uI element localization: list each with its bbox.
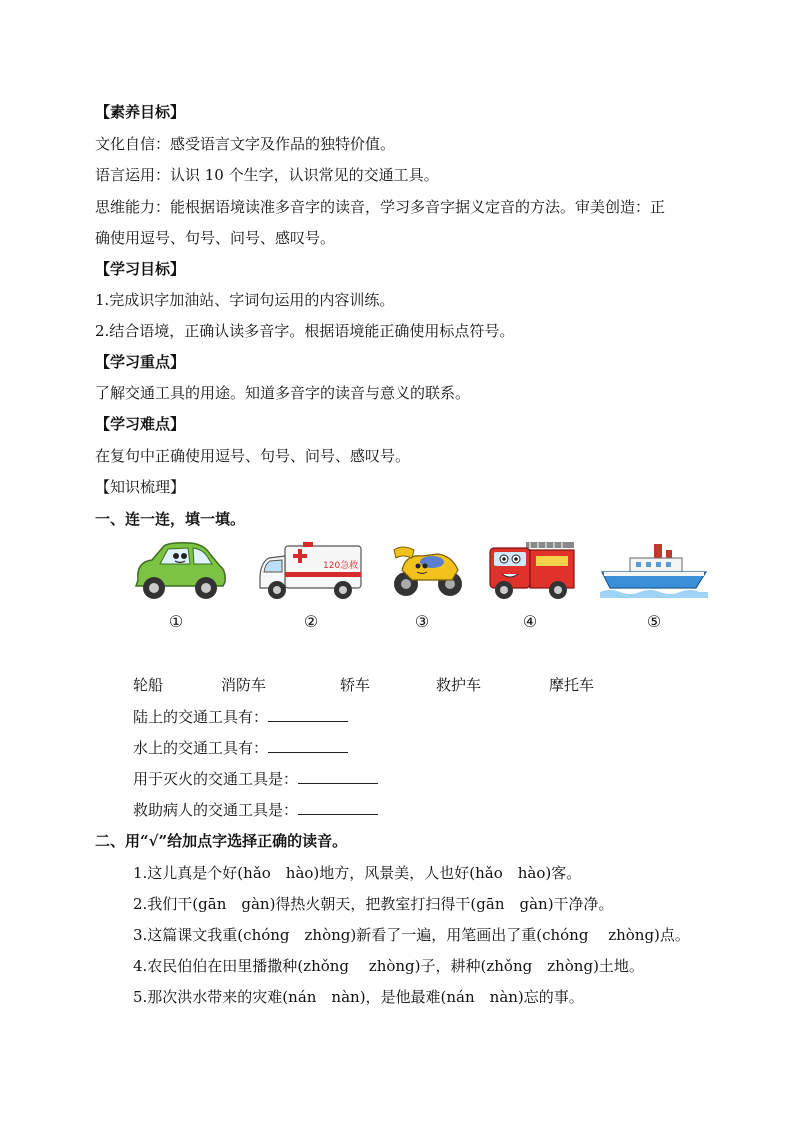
- exercise2-item: 2.我们干(gān gàn)得热火朝天，把教室打扫得干(gān gàn)干净净。: [133, 895, 614, 913]
- answer-blank[interactable]: [298, 800, 378, 815]
- literacy-goal-line: 语言运用：认识 10 个生字，认识常见的交通工具。: [95, 166, 439, 184]
- answer-blank[interactable]: [268, 738, 348, 753]
- vehicle-word: 消防车: [221, 676, 267, 694]
- ship-icon: [600, 540, 708, 600]
- fill-item-label: 救助病人的交通工具是：: [133, 801, 299, 819]
- learning-goal-line: 2.结合语境，正确认读多音字。根据语境能正确使用标点符号。: [95, 322, 515, 340]
- exercise2-item: 5.那次洪水带来的灾难(nán nàn)，是他最难(nán nàn)忘的事。: [133, 988, 584, 1006]
- vehicle-number: ②: [303, 612, 319, 631]
- ambulance-icon: [255, 542, 365, 602]
- vehicle-number: ⑤: [646, 612, 662, 631]
- fill-item: [133, 769, 378, 789]
- ambulance-label: 120急救: [323, 561, 359, 571]
- answer-blank[interactable]: [298, 769, 378, 784]
- vehicle-word-list: [0, 675, 794, 695]
- vehicle-number: ①: [168, 612, 184, 631]
- literacy-goal-line: 思维能力：能根据语境读准多音字的读音，学习多音字据义定音的方法。审美创造：正: [95, 198, 666, 216]
- learning-goal-line: 1.完成识字加油站、字词句运用的内容训练。: [95, 291, 395, 309]
- knowledge-heading: 【知识梳理】: [95, 478, 186, 496]
- motorcycle-icon: [392, 540, 464, 602]
- exercise2-item: 1.这儿真是个好(hǎo hào)地方，风景美，人也好(hǎo hào)客。: [133, 864, 582, 882]
- fill-item-label: 水上的交通工具有：: [133, 739, 269, 757]
- answer-blank[interactable]: [268, 707, 348, 722]
- exercise2-item: 4.农民伯伯在田里播撒种(zhǒng zhòng)子，耕种(zhǒng zhòng)土地。: [133, 957, 644, 975]
- exercise2-title: 二、用“√”给加点字选择正确的读音。: [95, 832, 348, 850]
- difficulty-line: 在复句中正确使用逗号、句号、问号、感叹号。: [95, 447, 411, 465]
- learning-goals-heading: 【学习目标】: [95, 260, 186, 278]
- literacy-goal-line: 文化自信：感受语言文字及作品的独特价值。: [95, 135, 396, 153]
- vehicle-word: 轮船: [133, 676, 164, 694]
- vehicle-number: ④: [522, 612, 538, 631]
- vehicle-word: 轿车: [340, 676, 371, 694]
- literacy-goals-heading: 【素养目标】: [95, 103, 186, 121]
- fill-item: [133, 800, 378, 820]
- vehicle-word: 救护车: [436, 676, 482, 694]
- difficulties-heading: 【学习难点】: [95, 415, 186, 433]
- key-points-heading: 【学习重点】: [95, 353, 186, 371]
- car-icon: [130, 540, 228, 602]
- exercise1-title: 一、连一连，填一填。: [95, 510, 246, 528]
- fill-item: [133, 738, 348, 758]
- fill-item-label: 用于灭火的交通工具是：: [133, 770, 299, 788]
- vehicle-number: ③: [414, 612, 430, 631]
- key-point-line: 了解交通工具的用途。知道多音字的读音与意义的联系。: [95, 384, 471, 402]
- exercise2-item: 3.这篇课文我重(chóng zhòng)新看了一遍，用笔画出了重(chóng zhòng)点。: [133, 926, 690, 944]
- literacy-goal-line: 确使用逗号、句号、问号、感叹号。: [95, 229, 336, 247]
- fire-truck-icon: [486, 538, 578, 602]
- vehicle-word: 摩托车: [549, 676, 595, 694]
- fill-item-label: 陆上的交通工具有：: [133, 708, 269, 726]
- fill-item: [133, 707, 348, 727]
